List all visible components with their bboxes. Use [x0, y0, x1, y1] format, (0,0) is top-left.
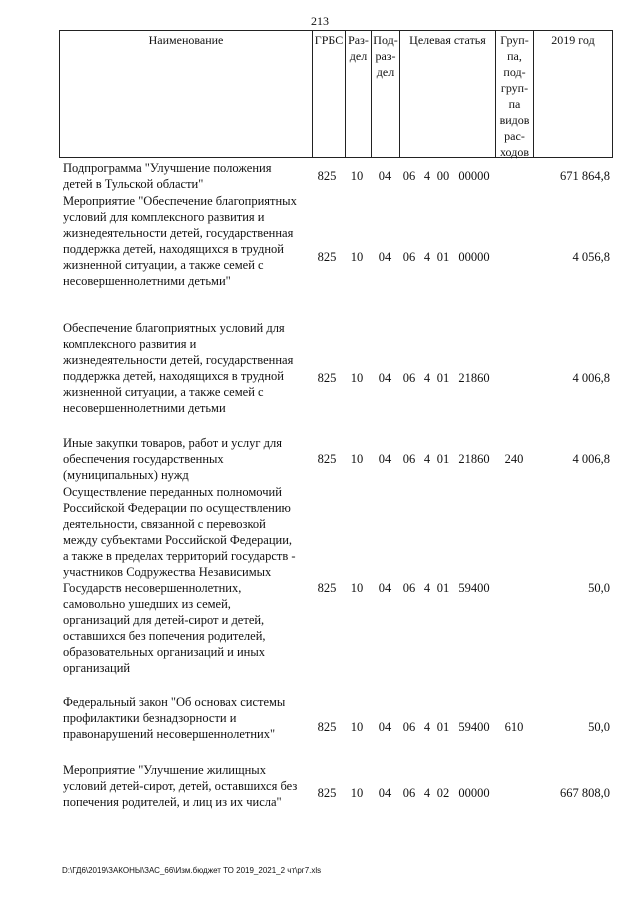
row-target-subprogram: 4 [423, 169, 431, 183]
row-razdel: 10 [350, 371, 364, 385]
row-podrazdel: 04 [378, 250, 392, 264]
row-value: 671 864,8 [560, 169, 610, 183]
row-razdel: 10 [350, 581, 364, 595]
row-target-program: 06 [402, 581, 416, 595]
row-podrazdel: 04 [378, 371, 392, 385]
row-name: Мероприятие "Улучшение жилищных условий детей-сирот, детей, оставшихся без попечения родителей, и лиц из их числа" [63, 763, 298, 809]
row-target-direction: 00000 [458, 169, 490, 183]
row-name: Осуществление переданных полномочий Российской Федерации по осуществлению деятельности, связанной с перевозкой между субъектами Российской Федерации, а также в пределах территорий государств - участников Содружества Независимых Государств несовершеннолетних, самовольно ушедших из семей, организаций для детей-сирот и детей, оставшихся без попечения родителей, образовательных организаций и иных организаций [63, 485, 296, 675]
row-podrazdel: 04 [378, 169, 392, 183]
row-target-direction: 21860 [458, 452, 490, 466]
row-target-event: 01 [436, 371, 450, 385]
row-value: 4 006,8 [572, 371, 610, 385]
row-target-program: 06 [402, 371, 416, 385]
table-header [59, 30, 613, 158]
row-value: 4 006,8 [572, 452, 610, 466]
row-target-event: 01 [436, 452, 450, 466]
row-name: Федеральный закон "Об основах системы профилактики безнадзорности и правонарушений несовершеннолетних" [63, 695, 286, 741]
row-grbs: 825 [317, 581, 337, 595]
page-number: 213 [311, 14, 329, 28]
header-name: Наименование [60, 31, 313, 157]
row-target-subprogram: 4 [423, 371, 431, 385]
row-value: 667 808,0 [560, 786, 610, 800]
row-value: 4 056,8 [572, 250, 610, 264]
row-razdel: 10 [350, 169, 364, 183]
row-target-direction: 59400 [458, 720, 490, 734]
row-group: 240 [504, 452, 524, 466]
row-podrazdel: 04 [378, 581, 392, 595]
header-group: Груп- па, под- груп- па видов рас- ходов [496, 31, 534, 157]
row-group: 610 [504, 720, 524, 734]
row-target-subprogram: 4 [423, 720, 431, 734]
row-value: 50,0 [588, 581, 610, 595]
row-target-program: 06 [402, 786, 416, 800]
row-target-direction: 21860 [458, 371, 490, 385]
row-target-event: 01 [436, 720, 450, 734]
row-grbs: 825 [317, 786, 337, 800]
row-target-direction: 59400 [458, 581, 490, 595]
row-name: Подпрограмма "Улучшение положения детей в Тульской области" [63, 161, 272, 191]
row-target-program: 06 [402, 720, 416, 734]
row-name: Иные закупки товаров, работ и услуг для обеспечения государственных (муниципальных) нужд [63, 436, 283, 482]
row-target-program: 06 [402, 452, 416, 466]
row-razdel: 10 [350, 452, 364, 466]
file-path-footer: D:\ГД6\2019\ЗАКОНЫ\ЗАС_66\Изм.бюджет ТО 2019_2021_2 чт\рг7.xls [62, 866, 322, 875]
row-target-subprogram: 4 [423, 452, 431, 466]
row-grbs: 825 [317, 371, 337, 385]
row-target-event: 01 [436, 250, 450, 264]
header-grbs: ГРБС [313, 31, 346, 157]
row-target-subprogram: 4 [423, 250, 431, 264]
row-target-event: 02 [436, 786, 450, 800]
row-podrazdel: 04 [378, 452, 392, 466]
row-razdel: 10 [350, 250, 364, 264]
row-grbs: 825 [317, 452, 337, 466]
row-razdel: 10 [350, 786, 364, 800]
row-target-direction: 00000 [458, 786, 490, 800]
row-target-subprogram: 4 [423, 581, 431, 595]
row-razdel: 10 [350, 720, 364, 734]
header-podrazdel: Под- раз- дел [372, 31, 400, 157]
row-podrazdel: 04 [378, 720, 392, 734]
row-name: Обеспечение благоприятных условий для комплексного развития и жизнедеятельности детей, государственная поддержка детей, находящихся в трудной жизненной ситуации, а также семей с несовершеннолетними детьми [63, 321, 294, 415]
header-target: Целевая статья [400, 31, 496, 157]
row-grbs: 825 [317, 250, 337, 264]
row-target-subprogram: 4 [423, 786, 431, 800]
row-target-event: 00 [436, 169, 450, 183]
header-razdel: Раз- дел [346, 31, 372, 157]
header-year: 2019 год [551, 33, 595, 47]
row-target-program: 06 [402, 250, 416, 264]
row-name: Мероприятие "Обеспечение благоприятных условий для комплексного развития и жизнедеятельности детей, государственная поддержка детей, находящихся в трудной жизненной ситуации, а также семей с несовершеннолетними детьми" [63, 194, 297, 288]
row-target-event: 01 [436, 581, 450, 595]
row-value: 50,0 [588, 720, 610, 734]
row-target-program: 06 [402, 169, 416, 183]
row-target-direction: 00000 [458, 250, 490, 264]
row-podrazdel: 04 [378, 786, 392, 800]
row-grbs: 825 [317, 720, 337, 734]
row-grbs: 825 [317, 169, 337, 183]
